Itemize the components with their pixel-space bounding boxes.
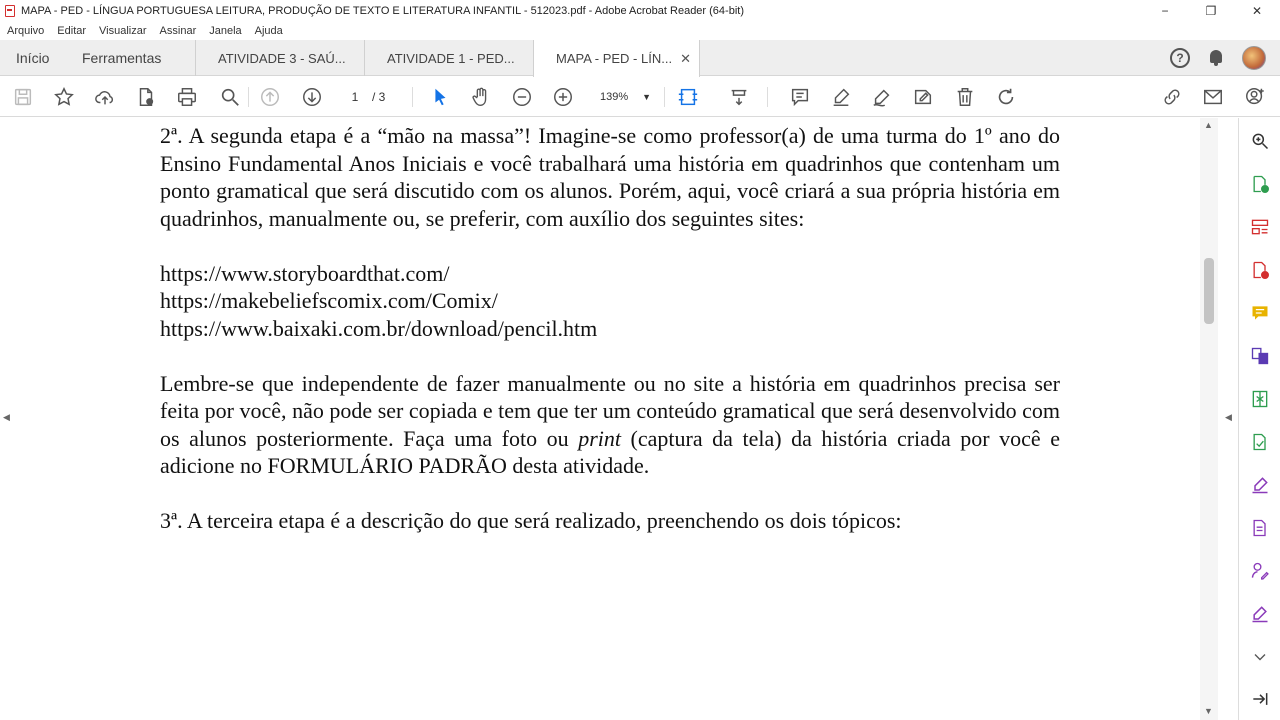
- notifications-bell-icon[interactable]: [1208, 50, 1224, 66]
- hand-icon[interactable]: [469, 85, 493, 109]
- select-cursor-icon[interactable]: [428, 85, 452, 109]
- comment-icon[interactable]: [1249, 302, 1271, 324]
- collapse-right-panel-icon[interactable]: ◀: [1225, 412, 1232, 422]
- page-text: [160, 122, 1060, 535]
- user-avatar[interactable]: [1242, 46, 1266, 70]
- link-storyboardthat[interactable]: https://www.storyboardthat.com/: [160, 260, 450, 286]
- menu-janela[interactable]: Janela: [209, 25, 242, 37]
- paragraph-step-3: 3ª. A terceira etapa é a descrição do que será realizado, preenchendo os dois tópicos:: [160, 508, 902, 533]
- fit-page-icon[interactable]: [676, 85, 700, 109]
- tab-document-3-active[interactable]: [533, 40, 700, 77]
- menu-assinar[interactable]: Assinar: [159, 25, 197, 37]
- compress-icon[interactable]: [1249, 388, 1271, 410]
- collapse-panel-icon[interactable]: [1249, 688, 1271, 710]
- paragraph-reminder: [160, 370, 1060, 480]
- tab-tools[interactable]: Ferramentas: [82, 50, 162, 66]
- tab-home[interactable]: Início: [16, 50, 50, 66]
- restore-button[interactable]: ❐: [1205, 4, 1217, 18]
- scroll-mode-icon[interactable]: [727, 85, 751, 109]
- right-tools-panel: [1238, 118, 1280, 720]
- tab-bar: [0, 40, 1280, 76]
- scrollbar-thumb[interactable]: [1204, 258, 1214, 324]
- zoom-icon[interactable]: [1249, 130, 1271, 152]
- star-icon[interactable]: [52, 85, 76, 109]
- account-icons: [1170, 40, 1266, 76]
- menu-bar: [0, 22, 1280, 40]
- zoom-in-icon[interactable]: [551, 85, 575, 109]
- paragraph-step-2: 2ª. A segunda etapa é a “mão na massa”! Imagine-se como professor(a) de uma turma do 1º ano do Ensino Fundamental Anos Iniciais e você trabalhará uma história em quadrinhos que contenham um ponto gramatical que será discutido com os alunos. Porém, aqui, você criará a sua própria história em quadrinhos, manualmente ou, se preferir, com auxílio dos seguintes sites:: [160, 123, 1060, 231]
- send-review-icon[interactable]: [1249, 431, 1271, 453]
- reminder-text-b: (captura da tela) da história criada por você e adicione no FORMULÁRIO PADRÃO desta atividade.: [160, 425, 1060, 478]
- help-icon[interactable]: ?: [1170, 48, 1190, 68]
- scroll-down-arrow-icon[interactable]: ▼: [1204, 706, 1213, 716]
- search-zoom-icon[interactable]: [218, 85, 242, 109]
- page-down-icon[interactable]: [300, 85, 324, 109]
- zoom-level-dropdown[interactable]: [592, 86, 656, 108]
- tab-document-2[interactable]: [364, 40, 534, 76]
- export-pdf-icon[interactable]: [1249, 173, 1271, 195]
- window-title: MAPA - PED - LÍNGUA PORTUGUESA LEITURA, PRODUÇÃO DE TEXTO E LITERATURA INFANTIL - 512023.pdf - Adobe Acrobat Reader (64-bit): [21, 5, 744, 17]
- highlight-icon[interactable]: [829, 85, 853, 109]
- edit-pdf-icon[interactable]: [1249, 517, 1271, 539]
- page-number-input[interactable]: 1: [351, 90, 359, 104]
- tab-document-1[interactable]: [195, 40, 365, 76]
- menu-editar[interactable]: Editar: [57, 25, 87, 37]
- reminder-print-italic: print: [578, 425, 621, 451]
- close-window-button[interactable]: ✕: [1251, 4, 1263, 18]
- rotate-icon[interactable]: [994, 85, 1018, 109]
- minimize-button[interactable]: −: [1161, 4, 1169, 18]
- toolbar-separator: [248, 87, 249, 107]
- upload-icon[interactable]: [93, 85, 117, 109]
- add-user-icon[interactable]: [1243, 85, 1267, 109]
- email-icon[interactable]: [1201, 85, 1225, 109]
- delete-icon[interactable]: [953, 85, 977, 109]
- link-icon[interactable]: [1160, 85, 1184, 109]
- expand-left-panel-icon[interactable]: ◀: [3, 412, 10, 422]
- print-icon[interactable]: [175, 85, 199, 109]
- main-toolbar: [0, 77, 1280, 117]
- tab-label: MAPA - PED - LÍN...: [556, 51, 673, 66]
- page-up-icon[interactable]: [258, 85, 282, 109]
- fill-sign-icon[interactable]: [911, 85, 935, 109]
- combine-files-icon[interactable]: [1249, 345, 1271, 367]
- link-baixaki-pencil[interactable]: https://www.baixaki.com.br/download/pencil.htm: [160, 315, 598, 341]
- page-total: / 3: [372, 90, 386, 104]
- acrobat-app-icon: [5, 5, 15, 17]
- menu-ajuda[interactable]: Ajuda: [254, 25, 283, 37]
- pdf-page: [18, 118, 1200, 720]
- tab-label: ATIVIDADE 3 - SAÚ...: [218, 50, 346, 66]
- title-bar: [0, 0, 1280, 22]
- request-signature-icon[interactable]: [1249, 560, 1271, 582]
- zoom-out-icon[interactable]: [510, 85, 534, 109]
- sign-icon[interactable]: [1249, 603, 1271, 625]
- window-controls: [1142, 0, 1280, 22]
- toolbar-separator: [664, 87, 665, 107]
- fill-sign-icon[interactable]: [1249, 474, 1271, 496]
- reminder-text-a: Lembre-se que independente de fazer manualmente ou no site a história em quadrinhos precisa ser feita por você, não pode ser copiada e tem que ter um conteúdo gramatical que será desenvolvido com os alunos posteriormente. Faça uma foto ou: [160, 370, 1060, 451]
- vertical-scrollbar[interactable]: [1200, 118, 1218, 720]
- create-pdf-icon[interactable]: [1249, 259, 1271, 281]
- draw-icon[interactable]: [870, 85, 894, 109]
- pdf-share-icon[interactable]: [134, 85, 158, 109]
- chevron-down-icon: ▼: [642, 92, 652, 102]
- comment-icon[interactable]: [788, 85, 812, 109]
- menu-arquivo[interactable]: Arquivo: [7, 25, 45, 37]
- organize-pages-icon[interactable]: [1249, 216, 1271, 238]
- link-makebeliefscomix[interactable]: https://makebeliefscomix.com/Comix/: [160, 288, 498, 313]
- scroll-up-arrow-icon[interactable]: ▲: [1204, 120, 1213, 130]
- toolbar-separator: [767, 87, 768, 107]
- toolbar-separator: [412, 87, 413, 107]
- menu-visualizar[interactable]: Visualizar: [99, 25, 147, 37]
- tab-label: ATIVIDADE 1 - PED...: [387, 50, 515, 66]
- close-tab-icon[interactable]: ✕: [680, 50, 691, 66]
- save-icon[interactable]: [11, 85, 35, 109]
- more-tools-chevron-icon[interactable]: [1249, 646, 1271, 668]
- zoom-value: 139%: [600, 91, 629, 103]
